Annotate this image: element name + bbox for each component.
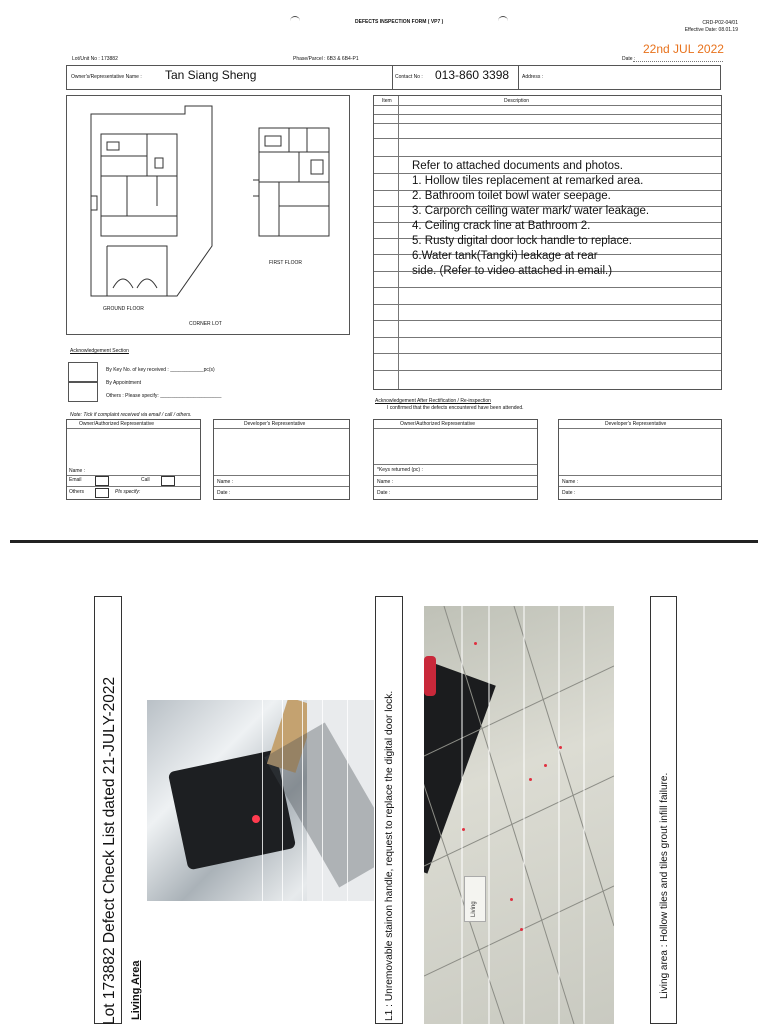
email-checkbox[interactable] xyxy=(95,476,109,486)
slide-title-panel xyxy=(94,596,122,1024)
email-label: Email xyxy=(69,477,82,483)
ack-after-text: I confirmed that the defects encountered have been attended. xyxy=(387,405,524,411)
developer-rep-header: Developer's Representative xyxy=(605,421,667,427)
living-tag-label xyxy=(464,876,486,922)
contact-number-value: 013-860 3398 xyxy=(435,68,510,82)
defect-marker xyxy=(252,815,260,823)
date-label: Date : xyxy=(562,490,576,496)
ack-by-key: By Key No. of key received : ____________pc(s) xyxy=(106,367,215,373)
phase-parcel: Phase/Parcel : 6B3 & 6B4-P1 xyxy=(293,56,359,62)
developer-signature-box-left xyxy=(213,419,350,500)
name-label: Name : xyxy=(377,479,394,485)
item-column-divider xyxy=(398,96,399,389)
defect-line: 3. Carporch ceiling water mark/ water leakage. xyxy=(412,205,650,217)
binder-hole-left xyxy=(290,16,300,22)
date-underline xyxy=(633,61,723,62)
owner-name-value: Tan Siang Sheng xyxy=(165,68,257,82)
document-number: CRD-P02-04/01 xyxy=(702,20,738,26)
owner-signature-box-right xyxy=(373,419,538,500)
defect-line: 1. Hollow tiles replacement at remarked area. xyxy=(412,175,644,187)
developer-rep-header: Developer's Representative xyxy=(244,421,306,427)
floor-plan-drawing xyxy=(67,96,349,334)
living-tag-text: Living xyxy=(471,901,477,917)
pls-specify-label: Pls specify: xyxy=(115,489,141,495)
slide-title: Lot 173882 Defect Check List dated 21-JULY-2022 xyxy=(101,676,118,1025)
owner-details-strip xyxy=(66,65,721,90)
defect-line: 4. Ceiling crack line at Bathroom 2. xyxy=(412,220,591,232)
ack-key-checkbox[interactable] xyxy=(68,362,98,382)
ack-section-title: Acknowledgement Section xyxy=(70,348,129,354)
call-label: Call xyxy=(141,477,150,483)
description-column-header: Description xyxy=(504,98,530,104)
floor-tiles-photo xyxy=(424,606,614,1024)
name-label: Name : xyxy=(69,468,86,474)
door-lock-caption: L1 : Unremovable stainon handle, request to replace the digital door lock. xyxy=(384,690,395,1021)
first-floor-label: FIRST FLOOR xyxy=(269,260,302,266)
defect-list xyxy=(412,159,649,279)
owner-signature-box-left xyxy=(66,419,201,500)
form-title: DEFECTS INSPECTION FORM ( VP7 ) xyxy=(355,19,444,25)
defect-line: 2. Bathroom toilet bowl water seepage. xyxy=(412,190,611,202)
ack-after-title: Acknowledgement After Rectification / Re-inspection xyxy=(375,398,491,404)
effective-date: Effective Date: 08.01.19 xyxy=(684,27,738,33)
ack-by-appointment: By Appointment xyxy=(106,380,142,386)
others-checkbox[interactable] xyxy=(95,488,109,498)
address-label: Address : xyxy=(522,74,544,80)
tiles-caption: Living area : Hollow tiles and tiles grout infill failure. xyxy=(659,772,670,999)
contact-label: Contact No : xyxy=(395,74,423,80)
door-lock-photo xyxy=(147,700,374,901)
defects-table xyxy=(373,95,722,390)
defects-inspection-form xyxy=(10,0,758,543)
keys-returned-label: *Keys returned (pc) : xyxy=(377,467,423,473)
complaint-note: Note: Tick if complaint received via email / call / others. xyxy=(70,412,192,418)
ack-others: Others : Please specify: ______________________ xyxy=(106,393,222,399)
defect-line: Refer to attached documents and photos. xyxy=(412,160,623,172)
owner-label: Owner's/Representative Name : xyxy=(71,74,142,80)
defect-line: 5. Rusty digital door lock handle to replace. xyxy=(412,235,632,247)
others-label: Others xyxy=(69,489,85,495)
date-label: Date : xyxy=(377,490,391,496)
owner-rep-header: Owner/Authorized Representative xyxy=(400,421,476,427)
owner-rep-header: Owner/Authorized Representative xyxy=(79,421,155,427)
binder-hole-right xyxy=(498,16,508,22)
defect-line: 6.Water tank(Tangki) leakage at rear xyxy=(412,250,598,262)
ack-others-checkbox[interactable] xyxy=(68,382,98,402)
ground-floor-label: GROUND FLOOR xyxy=(103,306,144,312)
contact-divider xyxy=(518,66,519,89)
lot-unit-no: Lot/Unit No : 173882 xyxy=(72,56,118,62)
caption-panel-tiles xyxy=(650,596,677,1024)
date-label: Date : xyxy=(217,490,231,496)
item-column-header: Item xyxy=(382,98,392,104)
tile-grout-lines xyxy=(424,606,614,1024)
owner-divider xyxy=(392,66,393,89)
section-heading: Living Area xyxy=(130,960,142,1020)
name-label: Name : xyxy=(217,479,234,485)
floor-plan-box xyxy=(66,95,350,335)
defect-checklist-slide xyxy=(0,548,768,1024)
call-checkbox[interactable] xyxy=(161,476,175,486)
corner-lot-label: CORNER LOT xyxy=(189,321,222,327)
caption-panel-door-lock xyxy=(375,596,403,1024)
developer-signature-box-right xyxy=(558,419,722,500)
date-label: Date : xyxy=(622,56,636,62)
defect-line: side. (Refer to video attached in email.) xyxy=(412,265,613,277)
inspection-date-value: 22nd JUL 2022 xyxy=(643,42,724,56)
name-label: Name : xyxy=(562,479,579,485)
